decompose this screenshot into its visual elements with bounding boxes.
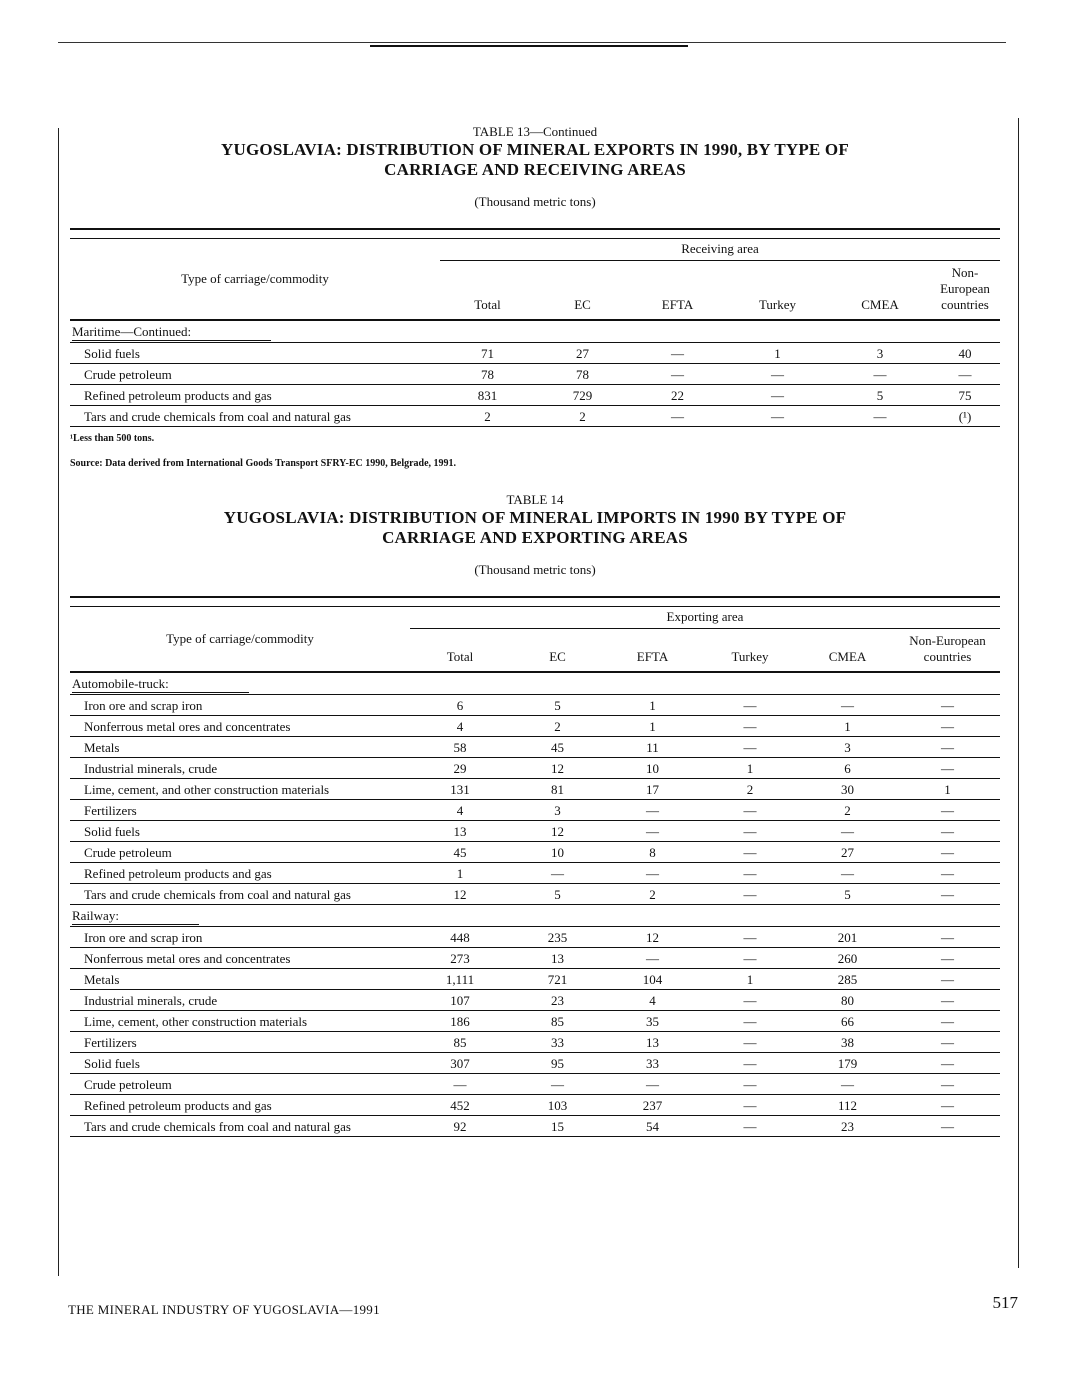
cell-value: — (830, 406, 930, 427)
cell-value: 54 (605, 1116, 700, 1137)
section-cell (70, 672, 1000, 695)
cell-value: 12 (410, 884, 510, 905)
table-row (70, 364, 1000, 385)
cell-value: 831 (440, 385, 535, 406)
cell-value: 81 (510, 779, 605, 800)
cell-value: 15 (510, 1116, 605, 1137)
table-14-number: TABLE 14 (506, 492, 564, 507)
table-row (70, 1074, 1000, 1095)
table-row (70, 863, 1000, 884)
row-label: Industrial minerals, crude (70, 758, 410, 779)
cell-value: 10 (510, 842, 605, 863)
column-header: Total (410, 629, 510, 673)
row-label: Crude petroleum (70, 842, 410, 863)
cell-value: — (830, 364, 930, 385)
cell-value: 4 (410, 716, 510, 737)
cell-value: 8 (605, 842, 700, 863)
cell-value: 1 (895, 779, 1000, 800)
cell-value: 3 (510, 800, 605, 821)
cell-value: — (700, 1116, 800, 1137)
cell-value: — (700, 695, 800, 716)
cell-value: 95 (510, 1053, 605, 1074)
cell-value: — (895, 800, 1000, 821)
cell-value: — (630, 406, 725, 427)
cell-value: 80 (800, 990, 895, 1011)
cell-value: 78 (535, 364, 630, 385)
cell-value: 12 (510, 758, 605, 779)
table-13-footnote: ¹Less than 500 tons. (70, 433, 155, 444)
cell-value: — (895, 863, 1000, 884)
cell-value: — (700, 948, 800, 969)
table-row (70, 1053, 1000, 1074)
cell-value: — (700, 927, 800, 948)
cell-value: 2 (800, 800, 895, 821)
column-header: Total (440, 261, 535, 321)
cell-value: — (895, 695, 1000, 716)
table-row (70, 343, 1000, 364)
section-row (70, 672, 1000, 695)
cell-value: — (800, 863, 895, 884)
table-13-units: (Thousand metric tons) (474, 194, 596, 209)
cell-value: — (895, 842, 1000, 863)
cell-value: 307 (410, 1053, 510, 1074)
row-label: Industrial minerals, crude (70, 990, 410, 1011)
column-header: Non-European countries (930, 261, 1000, 321)
cell-value: — (700, 1011, 800, 1032)
cell-value: — (800, 1074, 895, 1095)
cell-value: 10 (605, 758, 700, 779)
row-label: Refined petroleum products and gas (70, 1095, 410, 1116)
table-row (70, 406, 1000, 427)
table-row (70, 800, 1000, 821)
row-label: Iron ore and scrap iron (70, 695, 410, 716)
left-margin-rule (58, 128, 59, 1276)
cell-value: — (700, 990, 800, 1011)
cell-value: 75 (930, 385, 1000, 406)
table-row (70, 385, 1000, 406)
cell-value: — (895, 990, 1000, 1011)
table-14 (70, 492, 1000, 1137)
cell-value: 3 (800, 737, 895, 758)
cell-value: 45 (410, 842, 510, 863)
cell-value: — (700, 821, 800, 842)
cell-value: 92 (410, 1116, 510, 1137)
table-row (70, 779, 1000, 800)
cell-value: — (895, 969, 1000, 990)
cell-value: — (510, 1074, 605, 1095)
cell-value: — (895, 948, 1000, 969)
table-row (70, 737, 1000, 758)
column-header: EFTA (605, 629, 700, 673)
cell-value: 30 (800, 779, 895, 800)
cell-value: 237 (605, 1095, 700, 1116)
cell-value: — (700, 884, 800, 905)
table-row (70, 884, 1000, 905)
section-row (70, 905, 1000, 927)
row-label: Lime, cement, other construction materials (70, 1011, 410, 1032)
section-row (70, 320, 1000, 343)
column-header: EFTA (630, 261, 725, 321)
cell-value: — (605, 948, 700, 969)
cell-value: 33 (510, 1032, 605, 1053)
cell-value: — (895, 821, 1000, 842)
table-14-group-header: Exporting area (410, 607, 1000, 629)
top-rule-bold (370, 45, 688, 47)
table-13-title-line1: YUGOSLAVIA: DISTRIBUTION OF MINERAL EXPORTS IN 1990, BY TYPE OF (221, 140, 849, 159)
table-row (70, 1095, 1000, 1116)
cell-value: — (700, 716, 800, 737)
table-row (70, 948, 1000, 969)
table-13 (70, 124, 1000, 469)
cell-value: — (605, 1074, 700, 1095)
cell-value: — (605, 800, 700, 821)
cell-value: — (895, 884, 1000, 905)
cell-value: 40 (930, 343, 1000, 364)
row-label: Solid fuels (70, 821, 410, 842)
table-13-title-line2: CARRIAGE AND RECEIVING AREAS (384, 160, 686, 179)
cell-value: — (800, 695, 895, 716)
table-13-source: Source: Data derived from International Goods Transport SFRY-EC 1990, Belgrade, 1991. (70, 458, 457, 469)
cell-value: 27 (800, 842, 895, 863)
cell-value: — (895, 1095, 1000, 1116)
cell-value: 131 (410, 779, 510, 800)
table-row (70, 1011, 1000, 1032)
section-cell (70, 905, 1000, 927)
row-label: Tars and crude chemicals from coal and natural gas (70, 884, 410, 905)
cell-value: 85 (510, 1011, 605, 1032)
cell-value: — (895, 716, 1000, 737)
cell-value: 186 (410, 1011, 510, 1032)
cell-value: 2 (605, 884, 700, 905)
cell-value: 201 (800, 927, 895, 948)
cell-value: 107 (410, 990, 510, 1011)
table-14-units: (Thousand metric tons) (474, 562, 596, 577)
row-label: Lime, cement, and other construction materials (70, 779, 410, 800)
page-number: 517 (992, 1293, 1018, 1312)
cell-value: — (700, 800, 800, 821)
cell-value: (¹) (930, 406, 1000, 427)
row-label: Nonferrous metal ores and concentrates (70, 716, 410, 737)
cell-value: 12 (510, 821, 605, 842)
cell-value: — (800, 821, 895, 842)
cell-value: 5 (510, 695, 605, 716)
table-13-grid (70, 228, 1000, 427)
cell-value: 273 (410, 948, 510, 969)
cell-value: 29 (410, 758, 510, 779)
row-label: Nonferrous metal ores and concentrates (70, 948, 410, 969)
column-header: Non-European countries (895, 629, 1000, 673)
table-14-stub-header: Type of carriage/commodity (70, 607, 410, 673)
running-footer: THE MINERAL INDUSTRY OF YUGOSLAVIA—1991 (68, 1302, 380, 1317)
cell-value: — (510, 863, 605, 884)
cell-value: — (700, 1095, 800, 1116)
cell-value: 12 (605, 927, 700, 948)
cell-value: 104 (605, 969, 700, 990)
column-header: CMEA (830, 261, 930, 321)
cell-value: — (895, 1116, 1000, 1137)
table-13-stub-header: Type of carriage/commodity (70, 239, 440, 321)
cell-value: 66 (800, 1011, 895, 1032)
cell-value: 58 (410, 737, 510, 758)
cell-value: — (895, 1053, 1000, 1074)
cell-value: — (605, 863, 700, 884)
top-rule (58, 42, 1006, 43)
row-label: Refined petroleum products and gas (70, 863, 410, 884)
right-margin-rule (1018, 118, 1019, 1268)
cell-value: 33 (605, 1053, 700, 1074)
row-label: Iron ore and scrap iron (70, 927, 410, 948)
table-row (70, 842, 1000, 863)
cell-value: 2 (440, 406, 535, 427)
table-row (70, 969, 1000, 990)
row-label: Tars and crude chemicals from coal and natural gas (70, 1116, 410, 1137)
cell-value: — (630, 364, 725, 385)
table-row (70, 821, 1000, 842)
cell-value: 35 (605, 1011, 700, 1032)
row-label: Refined petroleum products and gas (70, 385, 440, 406)
cell-value: — (930, 364, 1000, 385)
table-14-grid (70, 596, 1000, 1137)
cell-value: 729 (535, 385, 630, 406)
column-header: Turkey (725, 261, 830, 321)
cell-value: 27 (535, 343, 630, 364)
cell-value: 85 (410, 1032, 510, 1053)
cell-value: 1 (725, 343, 830, 364)
cell-value: 4 (410, 800, 510, 821)
cell-value: 23 (510, 990, 605, 1011)
cell-value: 448 (410, 927, 510, 948)
table-row (70, 1032, 1000, 1053)
table-14-title-line1: YUGOSLAVIA: DISTRIBUTION OF MINERAL IMPORTS IN 1990 BY TYPE OF (223, 508, 847, 527)
cell-value: 1 (410, 863, 510, 884)
cell-value: 71 (440, 343, 535, 364)
cell-value: — (410, 1074, 510, 1095)
cell-value: 112 (800, 1095, 895, 1116)
cell-value: — (700, 1032, 800, 1053)
cell-value: 13 (510, 948, 605, 969)
column-header: Turkey (700, 629, 800, 673)
cell-value: 1 (700, 969, 800, 990)
cell-value: — (700, 863, 800, 884)
cell-value: 103 (510, 1095, 605, 1116)
table-13-group-header: Receiving area (440, 239, 1000, 261)
cell-value: 285 (800, 969, 895, 990)
row-label: Metals (70, 737, 410, 758)
cell-value: 1 (800, 716, 895, 737)
section-label: Maritime—Continued: (72, 324, 271, 341)
section-label: Automobile-truck: (72, 676, 249, 693)
row-label: Crude petroleum (70, 364, 440, 385)
cell-value: 179 (800, 1053, 895, 1074)
cell-value: 22 (630, 385, 725, 406)
cell-value: 1 (605, 695, 700, 716)
table-row (70, 758, 1000, 779)
cell-value: 11 (605, 737, 700, 758)
cell-value: — (895, 1074, 1000, 1095)
cell-value: 1 (605, 716, 700, 737)
cell-value: — (700, 842, 800, 863)
cell-value: 2 (700, 779, 800, 800)
cell-value: — (725, 385, 830, 406)
table-row (70, 716, 1000, 737)
cell-value: — (895, 1011, 1000, 1032)
cell-value: 13 (410, 821, 510, 842)
column-header: EC (510, 629, 605, 673)
table-row (70, 927, 1000, 948)
table-row (70, 1116, 1000, 1137)
cell-value: — (895, 1032, 1000, 1053)
cell-value: 3 (830, 343, 930, 364)
cell-value: 1 (700, 758, 800, 779)
cell-value: — (895, 758, 1000, 779)
cell-value: 2 (535, 406, 630, 427)
cell-value: 45 (510, 737, 605, 758)
cell-value: 5 (510, 884, 605, 905)
cell-value: 5 (800, 884, 895, 905)
row-label: Fertilizers (70, 1032, 410, 1053)
table-row (70, 990, 1000, 1011)
cell-value: — (605, 821, 700, 842)
row-label: Solid fuels (70, 343, 440, 364)
table-14-title-line2: CARRIAGE AND EXPORTING AREAS (382, 528, 688, 547)
column-header: EC (535, 261, 630, 321)
cell-value: 260 (800, 948, 895, 969)
cell-value: — (725, 406, 830, 427)
table-row (70, 695, 1000, 716)
cell-value: 6 (410, 695, 510, 716)
table-13-number: TABLE 13—Continued (472, 124, 598, 139)
cell-value: — (895, 737, 1000, 758)
section-cell (70, 320, 1000, 343)
row-label: Metals (70, 969, 410, 990)
cell-value: 6 (800, 758, 895, 779)
cell-value: — (700, 737, 800, 758)
row-label: Fertilizers (70, 800, 410, 821)
cell-value: 13 (605, 1032, 700, 1053)
cell-value: — (630, 343, 725, 364)
cell-value: — (700, 1074, 800, 1095)
row-label: Solid fuels (70, 1053, 410, 1074)
cell-value: 78 (440, 364, 535, 385)
cell-value: 452 (410, 1095, 510, 1116)
cell-value: 4 (605, 990, 700, 1011)
cell-value: 5 (830, 385, 930, 406)
column-header: CMEA (800, 629, 895, 673)
cell-value: 721 (510, 969, 605, 990)
section-label: Railway: (72, 908, 199, 925)
row-label: Tars and crude chemicals from coal and natural gas (70, 406, 440, 427)
cell-value: 1,111 (410, 969, 510, 990)
cell-value: 17 (605, 779, 700, 800)
cell-value: 235 (510, 927, 605, 948)
row-label: Crude petroleum (70, 1074, 410, 1095)
cell-value: — (725, 364, 830, 385)
cell-value: 2 (510, 716, 605, 737)
cell-value: 23 (800, 1116, 895, 1137)
cell-value: 38 (800, 1032, 895, 1053)
cell-value: — (895, 927, 1000, 948)
cell-value: — (700, 1053, 800, 1074)
